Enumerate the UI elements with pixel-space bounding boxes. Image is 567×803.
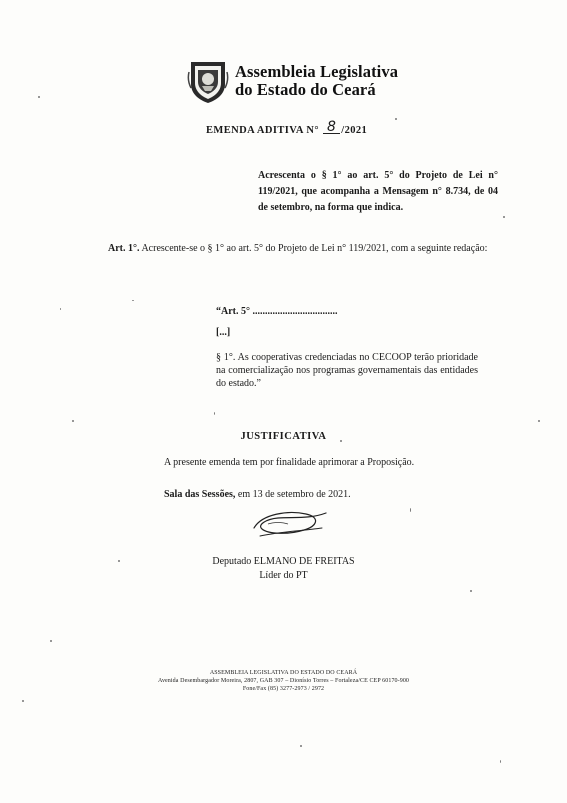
institution-line-2: do Estado do Ceará	[235, 80, 376, 99]
scan-speck	[60, 308, 61, 310]
signer-block	[0, 555, 567, 583]
footer-line-2: Avenida Desembargador Moreira, 2807, GAB 307 – Dionísio Torres – Fortaleza/CE CEP 60170-900	[157, 678, 410, 684]
scan-speck	[538, 420, 540, 422]
scan-speck	[38, 96, 40, 98]
title-suffix: /2021	[341, 125, 368, 136]
scan-speck	[132, 300, 134, 301]
document-title	[206, 119, 368, 136]
institution-name	[235, 63, 398, 99]
justification-text: A presente emenda tem por finalidade aprimorar a Proposição.	[164, 457, 415, 468]
article-1	[108, 241, 498, 256]
institution-line-1: Assembleia Legislativa	[235, 62, 399, 81]
signer-role: Líder do PT	[259, 570, 308, 581]
article-1-label: Art. 1°.	[108, 243, 140, 254]
signer-name: Deputado ELMANO DE FREITAS	[212, 556, 355, 567]
scan-speck	[22, 700, 24, 702]
quoted-article: “Art. 5° ..................................	[216, 306, 338, 317]
page-footer	[0, 669, 567, 693]
footer-line-3: Fone/Fax (85) 3277-2973 / 2972	[242, 686, 325, 692]
justification-heading: JUSTIFICATIVA	[240, 431, 327, 442]
scan-speck	[503, 216, 505, 218]
footer-line-1: ASSEMBLEIA LEGISLATIVA DO ESTADO DO CEARÁ	[209, 670, 358, 676]
ementa-text: Acrescenta o § 1° ao art. 5° do Projeto de Lei n° 119/2021, que acompanha a Mensagem n° 8.734, de 04 de setembro, na forma que indica.	[258, 170, 498, 213]
title-prefix: EMENDA ADITIVA N°	[206, 125, 319, 136]
scan-speck	[470, 590, 472, 592]
scan-speck	[395, 118, 397, 120]
omission-mark: [...]	[216, 327, 231, 338]
scan-speck	[410, 508, 411, 512]
handwritten-signature	[248, 504, 334, 544]
scan-speck	[214, 412, 215, 415]
amendment-number: 8	[323, 121, 340, 134]
scan-speck	[300, 745, 302, 747]
scan-speck	[118, 560, 120, 562]
scan-speck	[50, 640, 52, 642]
place-date-line	[164, 489, 351, 500]
place-date: em 13 de setembro de 2021.	[235, 489, 351, 500]
scan-speck	[500, 760, 501, 763]
article-1-text: Acrescente-se o § 1° ao art. 5° do Projeto de Lei n° 119/2021, com a seguinte redação:	[139, 243, 488, 254]
place-label: Sala das Sessões,	[164, 489, 236, 500]
scan-speck	[340, 440, 342, 442]
scan-speck	[72, 420, 74, 422]
new-paragraph: § 1°. As cooperativas credenciadas no CECOOP terão prioridade na comercialização nos programas governamentais das entidades do estado.”	[216, 352, 478, 389]
coat-of-arms-icon	[187, 58, 229, 104]
